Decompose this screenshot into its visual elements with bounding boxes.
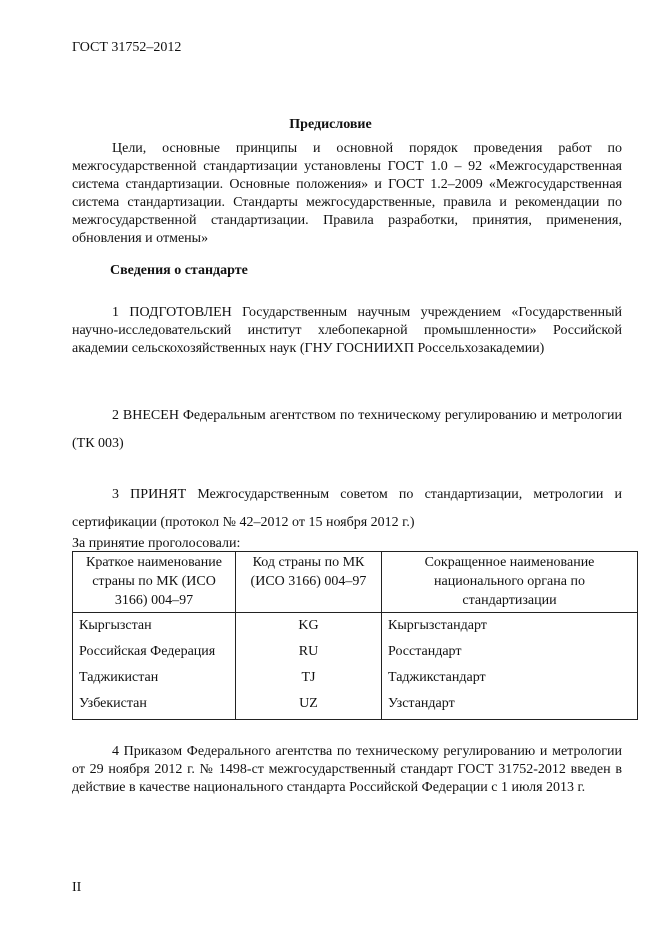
header-national-body: Сокращенное наименование национального органа по стандартизации bbox=[382, 552, 638, 613]
country-cell: Таджикистан bbox=[73, 667, 236, 693]
country-cell: Российская Федерация bbox=[73, 641, 236, 667]
body-cell: Узстандарт bbox=[382, 693, 638, 720]
table-row bbox=[73, 641, 638, 667]
code-cell: TJ bbox=[236, 667, 382, 693]
voting-table bbox=[72, 551, 638, 720]
body-cell: Кыргызстандарт bbox=[382, 613, 638, 642]
body-cell: Таджикстандарт bbox=[382, 667, 638, 693]
header-country-name: Краткое наименование страны по МК (ИСО 3166) 004–97 bbox=[73, 552, 236, 613]
body-cell: Росстандарт bbox=[382, 641, 638, 667]
country-cell: Узбекистан bbox=[73, 693, 236, 720]
info-item-4: 4 Приказом Федерального агентства по техническому регулированию и метрологии от 29 ноября 2012 г. № 1498-ст межгосударственный стандарт ГОСТ 31752-2012 введен в действие в качестве национального стандарта Российской Федерации с 1 июля 2013 г. bbox=[72, 744, 622, 795]
code-cell: KG bbox=[236, 613, 382, 642]
document-header: ГОСТ 31752–2012 bbox=[72, 40, 182, 55]
foreword-text: Цели, основные принципы и основной порядок проведения работ по межгосударственной стандартизации установлены ГОСТ 1.0 – 92 «Межгосударственная система стандартизации. Основные положения» и ГОСТ 1.2–2009 «Межгосударственная система стандартизации. Стандарты межгосударственные, правила и рекомендации по межгосударственной стандартизации. Правила разработки, принятия, применения, обновления и отмены» bbox=[72, 141, 622, 246]
table-row bbox=[73, 667, 638, 693]
voted-label: За принятие проголосовали: bbox=[72, 536, 241, 551]
code-cell: UZ bbox=[236, 693, 382, 720]
page-number: II bbox=[72, 880, 82, 895]
foreword-title: Предисловие bbox=[289, 117, 372, 132]
info-item-1: 1 ПОДГОТОВЛЕН Государственным научным учреждением «Государственный научно-исследовательский институт хлебопекарной промышленности» Российской академии сельскохозяйственных наук (ГНУ ГОСНИИХП Россельхозакадемии) bbox=[72, 305, 622, 356]
table-row bbox=[73, 613, 638, 642]
info-item-2: 2 ВНЕСЕН Федеральным агентством по техническому регулированию и метрологии (ТК 003) bbox=[72, 408, 622, 451]
info-heading: Сведения о стандарте bbox=[110, 263, 248, 278]
header-country-code: Код страны по МК (ИСО 3166) 004–97 bbox=[236, 552, 382, 613]
info-item-3: 3 ПРИНЯТ Межгосударственным советом по стандартизации, метрологии и сертификации (протокол № 42–2012 от 15 ноября 2012 г.) bbox=[72, 487, 622, 530]
table-row bbox=[73, 693, 638, 720]
code-cell: RU bbox=[236, 641, 382, 667]
country-cell: Кыргызстан bbox=[73, 613, 236, 642]
table-header-row bbox=[73, 552, 638, 613]
